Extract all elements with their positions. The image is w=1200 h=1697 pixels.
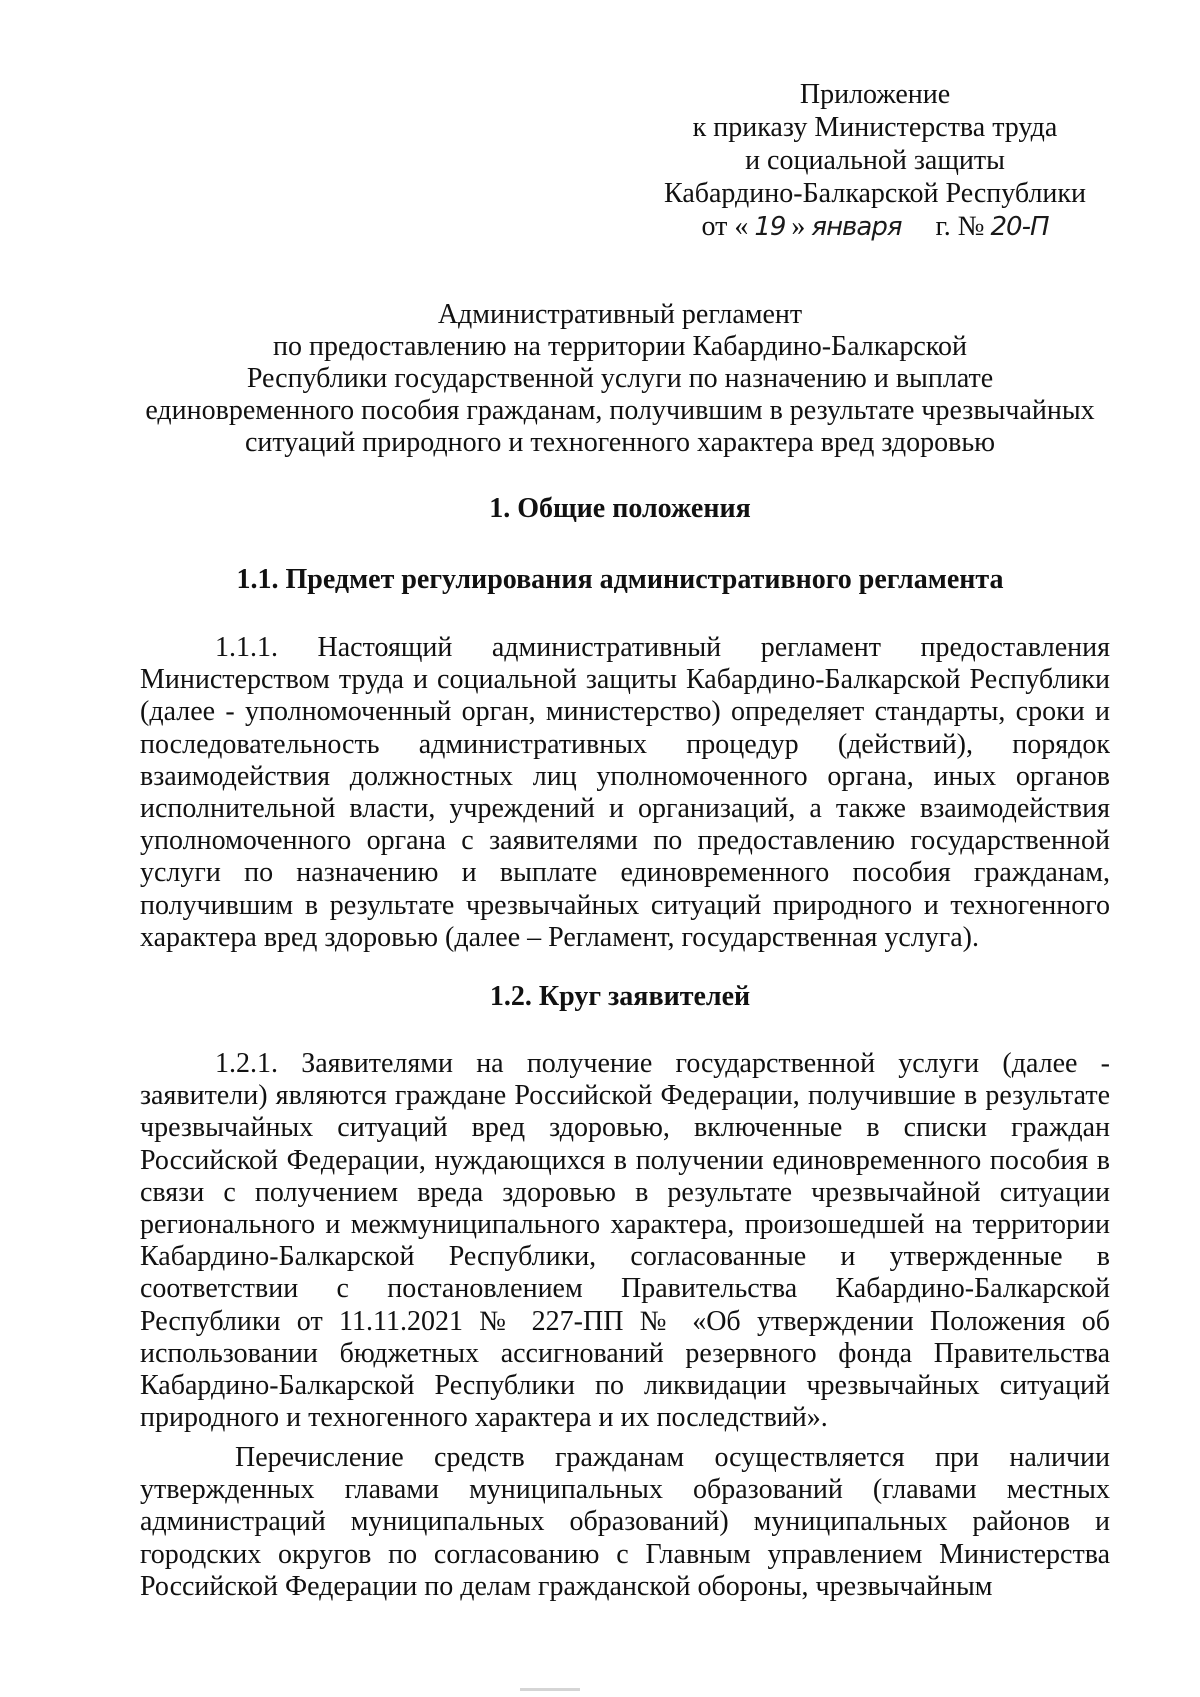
date-month-handwritten: января — [811, 212, 902, 242]
title-line-2: по предоставлению на территории Кабардино-Балкарской — [273, 331, 967, 362]
appendix-ministry-line: и социальной защиты — [745, 145, 1005, 176]
section-heading-applicants: 1.2. Круг заявителей — [489, 981, 751, 1012]
appendix-header — [640, 78, 1110, 244]
section-heading-general: 1. Общие положения — [489, 493, 751, 524]
appendix-republic-line: Кабардино-Балкарской Республики — [664, 178, 1086, 209]
date-prefix: от « — [701, 211, 749, 242]
date-day-handwritten: 19 — [754, 212, 786, 242]
title-line-5: ситуаций природного и техногенного характера вред здоровью — [244, 427, 996, 458]
date-mid: » — [791, 211, 806, 242]
appendix-order-ref: к приказу Министерства труда — [692, 112, 1058, 143]
paragraph-1-1-1: 1.1.1. Настоящий административный регламент предоставления Министерством труда и социальной защиты Кабардино-Балкарской Республики (далее - уполномоченный орган, министерство) определяет стандарты, сроки и последовательность административных процедур (действий), порядок взаимодействия должностных лиц уполномоченного органа, иных органов исполнительной власти, учреждений и организаций, а также взаимодействия уполномоченного органа с заявителями по предоставлению государственной услуги по назначению и выплате единовременного пособия гражданам, получившим в результате чрезвычайных ситуаций природного и техногенного характера вред здоровью (далее – Регламент, государственная услуга). — [140, 632, 1110, 953]
title-line-4: единовременного пособия гражданам, получившим в результате чрезвычайных — [145, 395, 1095, 426]
appendix-label: Приложение — [799, 79, 951, 110]
date-year-suffix: г. № — [935, 211, 985, 242]
order-number-handwritten: 20-П — [990, 212, 1049, 242]
document-title — [140, 299, 1100, 459]
section-heading-subject: 1.1. Предмет регулирования административного регламента — [236, 564, 1004, 595]
title-line-1: Административный регламент — [437, 299, 803, 330]
appendix-order-date — [640, 210, 1110, 244]
paragraph-transfer: Перечисление средств гражданам осуществляется при наличии утвержденных главами муниципальных образований (главами местных администраций муниципальных образований) муниципальных районов и городских округов по согласованию с Главным управлением Министерства Российской Федерации по делам гражданской обороны, чрезвычайным — [140, 1442, 1110, 1602]
title-line-3: Республики государственной услуги по назначению и выплате — [246, 363, 994, 394]
paragraph-1-2-1: 1.2.1. Заявителями на получение государственной услуги (далее - заявители) являются граждане Российской Федерации, получившие в результате чрезвычайных ситуаций вред здоровью, включенные в списки граждан Российской Федерации, нуждающихся в получении единовременного пособия в связи с получением вреда здоровью в результате чрезвычайной ситуации регионального и межмуниципального характера, произошедшей на территории Кабардино-Балкарской Республики, согласованные и утвержденные в соответствии с постановлением Правительства Кабардино-Балкарской Республики от 11.11.2021 № 227-ПП № «Об утверждении Положения об использовании бюджетных ассигнований резервного фонда Правительства Кабардино-Балкарской Республики по ликвидации чрезвычайных ситуаций природного и техногенного характера и их последствий». — [140, 1048, 1110, 1434]
scan-artifact — [520, 1688, 580, 1691]
